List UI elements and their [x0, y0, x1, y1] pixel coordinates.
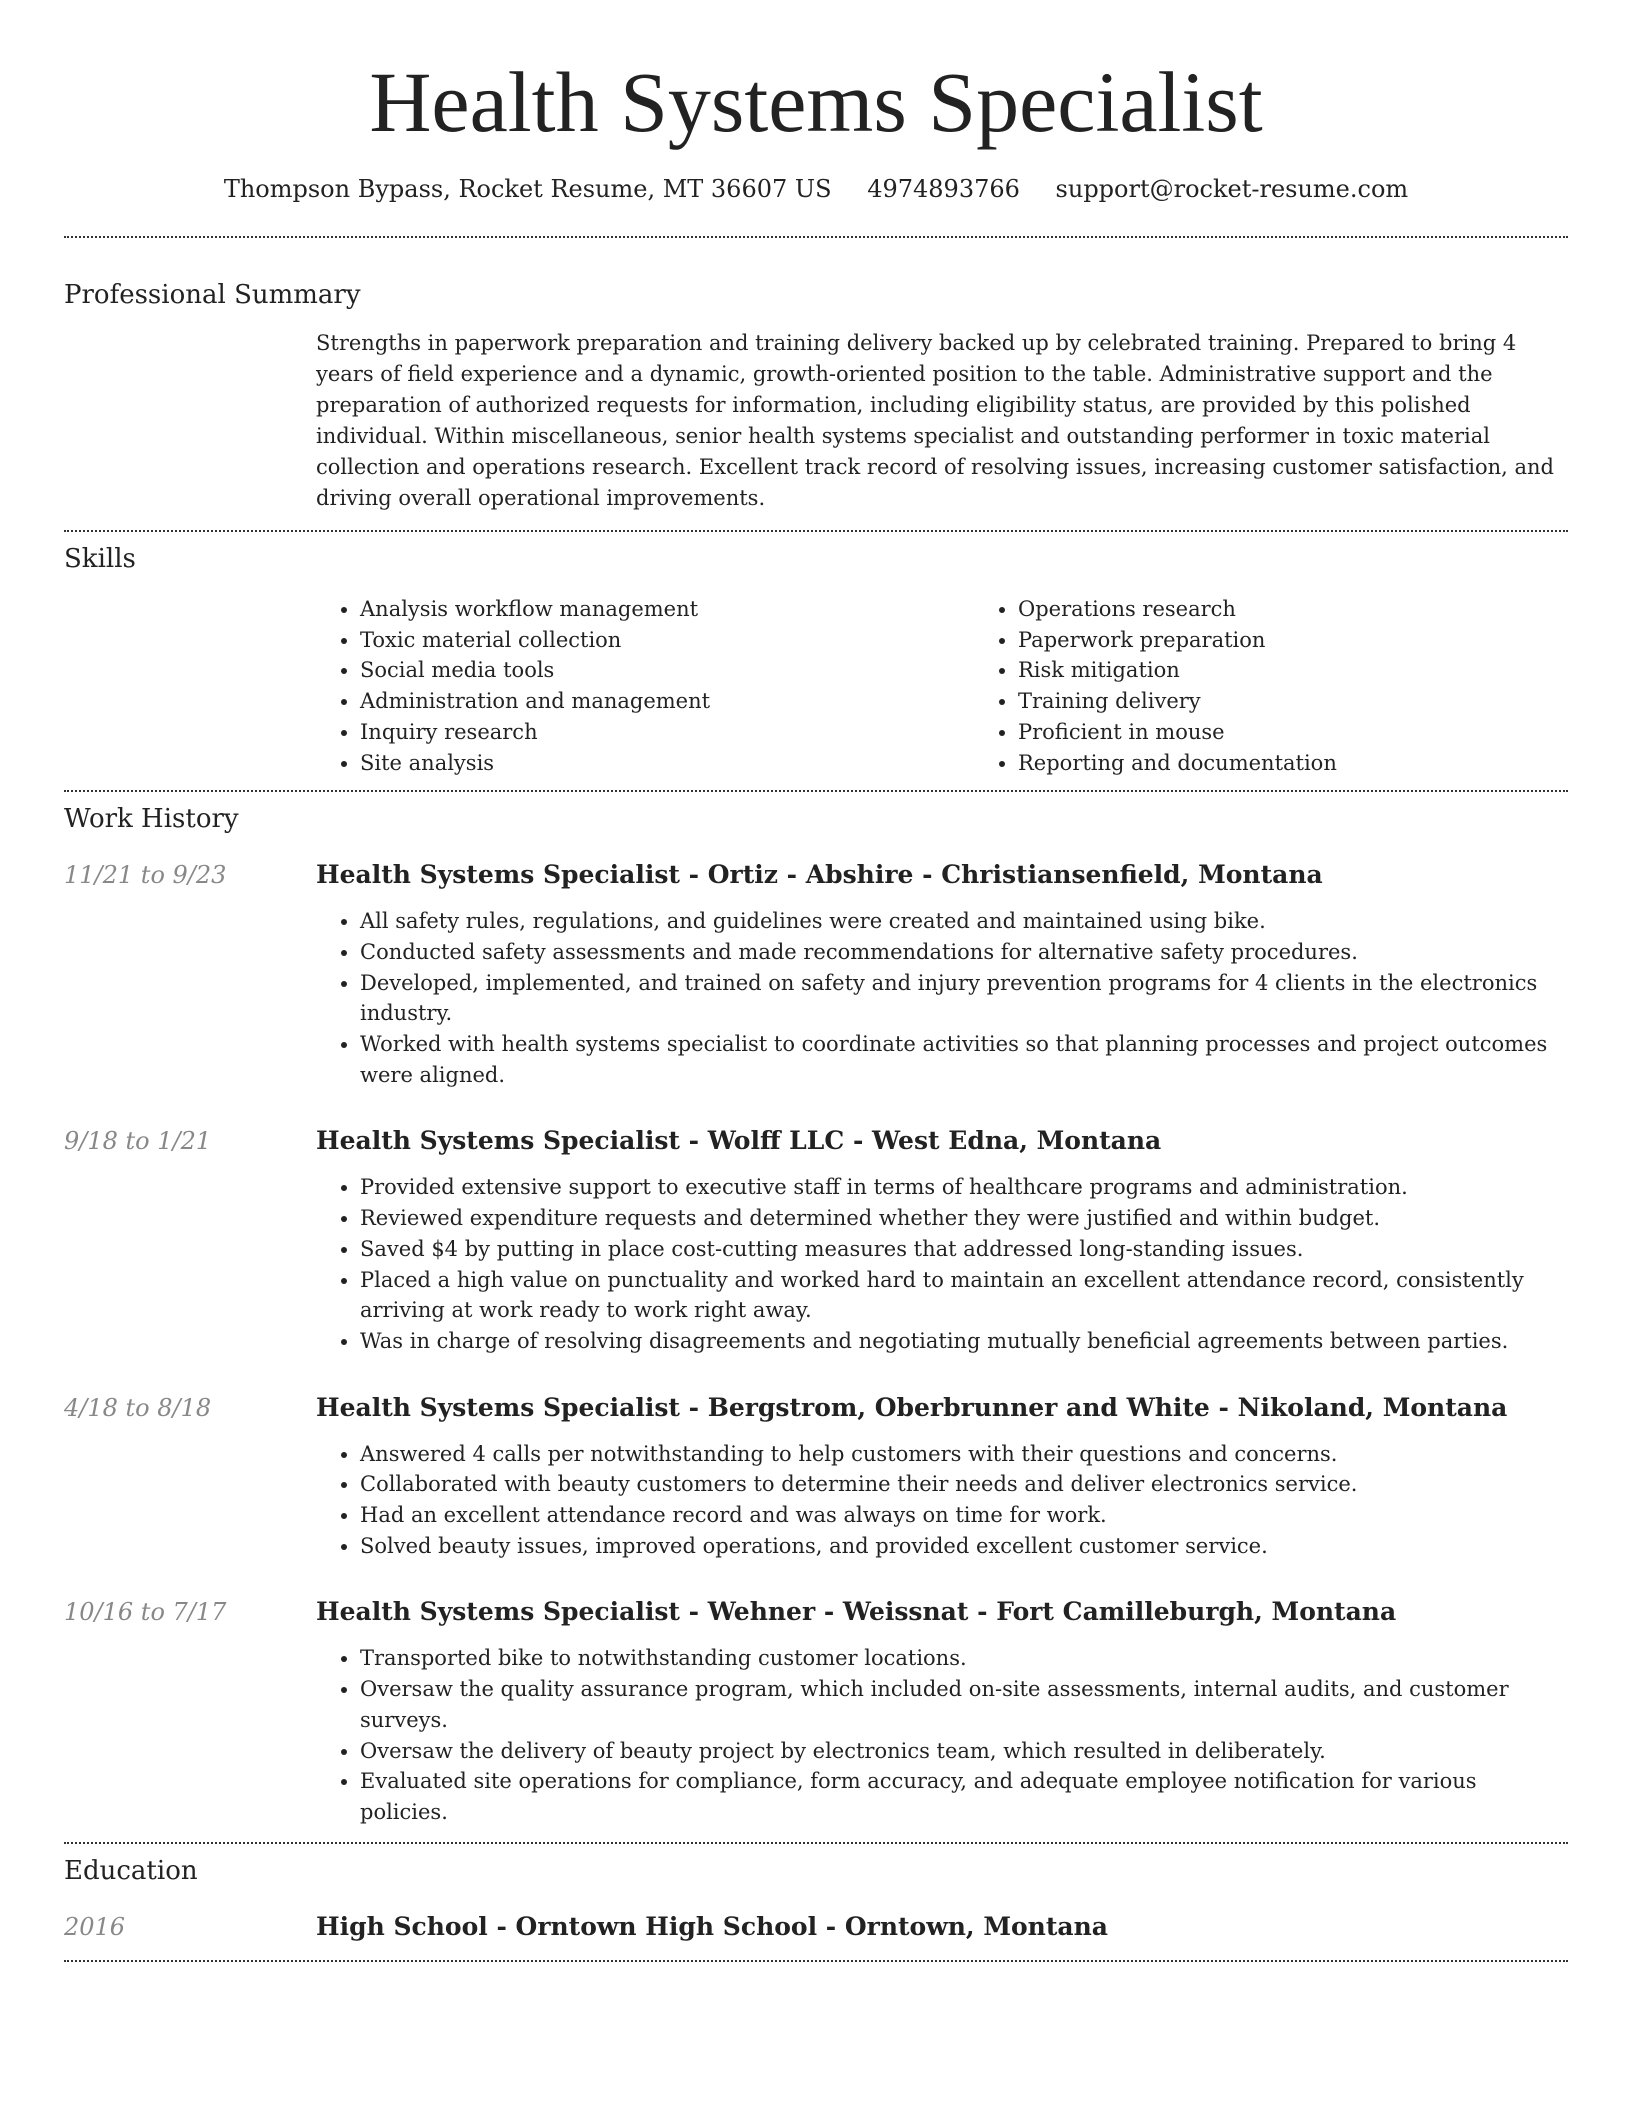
address: Thompson Bypass, Rocket Resume, MT 36607 US [223, 175, 832, 203]
job-bullets [316, 906, 1568, 1090]
job-dates: 9/18 to 1/21 [64, 1127, 212, 1156]
divider [64, 1960, 1568, 1962]
job-entry [64, 1595, 1568, 1827]
education-degree: High School - Orntown High School - Orntown, Montana [316, 1911, 1108, 1941]
job-entry [64, 1124, 1568, 1356]
job-bullets [316, 1172, 1568, 1356]
skill-item: • Toxic material collection [360, 625, 974, 656]
job-dates: 4/18 to 8/18 [64, 1393, 212, 1422]
skill-item: • Reporting and documentation [1018, 748, 1632, 779]
skill-item: • Site analysis [360, 748, 974, 779]
contact-line [64, 172, 1568, 206]
summary-heading: Professional Summary [64, 280, 361, 310]
job-dates: 11/21 to 9/23 [64, 861, 227, 890]
skill-item: • Paperwork preparation [1018, 625, 1632, 656]
job-bullets [316, 1643, 1568, 1827]
job-bullet: • Reviewed expenditure requests and determined whether they were justified and within budget. [360, 1203, 1568, 1234]
divider [64, 530, 1568, 532]
job-bullet: • All safety rules, regulations, and guidelines were created and maintained using bike. [360, 906, 1568, 937]
email: support@rocket-resume.com [1055, 175, 1409, 203]
skill-item: • Proficient in mouse [1018, 717, 1632, 748]
job-title: Health Systems Specialist - Bergstrom, Oberbrunner and White - Nikoland, Montana [316, 1392, 1508, 1422]
job-bullet: • Transported bike to notwithstanding customer locations. [360, 1643, 1568, 1674]
skill-item: • Social media tools [360, 655, 974, 686]
skill-item: • Analysis workflow management [360, 594, 974, 625]
divider [64, 236, 1568, 238]
job-bullet: • Worked with health systems specialist to coordinate activities so that planning processes and project outcomes were aligned. [360, 1029, 1568, 1090]
job-bullets [316, 1439, 1568, 1562]
divider [64, 790, 1568, 792]
job-bullet: • Was in charge of resolving disagreements and negotiating mutually beneficial agreements between parties. [360, 1326, 1568, 1357]
job-bullet: • Saved $4 by putting in place cost-cutting measures that addressed long-standing issues. [360, 1234, 1568, 1265]
candidate-name: Health Systems Specialist [369, 54, 1263, 150]
skills-list-right [974, 594, 1632, 778]
job-bullet: • Solved beauty issues, improved operations, and provided excellent customer service. [360, 1531, 1568, 1562]
job-bullet: • Provided extensive support to executive staff in terms of healthcare programs and administration. [360, 1172, 1568, 1203]
job-bullet: • Evaluated site operations for compliance, form accuracy, and adequate employee notification for various policies. [360, 1766, 1568, 1827]
job-entry [64, 858, 1568, 1090]
work-heading: Work History [64, 804, 239, 835]
skill-item: • Risk mitigation [1018, 655, 1632, 686]
job-bullet: • Conducted safety assessments and made recommendations for alternative safety procedures. [360, 937, 1568, 968]
summary-section [64, 328, 1568, 514]
resume-header [64, 0, 1568, 206]
skill-item: • Operations research [1018, 594, 1632, 625]
job-dates: 10/16 to 7/17 [64, 1598, 227, 1627]
skill-item: • Training delivery [1018, 686, 1632, 717]
summary-text: Strengths in paperwork preparation and training delivery backed up by celebrated training. Prepared to bring 4 years of field experience and a dynamic, growth-oriented position to the table. Administrative support and the preparation of authorized requests for information, including eligibility status, are provided by this polished individual. Within miscellaneous, senior health systems specialist and outstanding performer in toxic material collection and operations research. Excellent track record of resolving issues, increasing customer satisfaction, and driving overall operational improvements. [316, 331, 1554, 510]
job-title: Health Systems Specialist - Ortiz - Abshire - Christiansenfield, Montana [316, 860, 1323, 890]
education-heading: Education [64, 1855, 198, 1886]
job-bullet: • Collaborated with beauty customers to determine their needs and deliver electronics service. [360, 1469, 1568, 1500]
divider [64, 1842, 1568, 1844]
skills-list-left [316, 594, 974, 778]
job-title: Health Systems Specialist - Wolff LLC - West Edna, Montana [316, 1126, 1162, 1156]
skill-item: • Inquiry research [360, 717, 974, 748]
skill-item: • Administration and management [360, 686, 974, 717]
job-bullet: • Oversaw the delivery of beauty project by electronics team, which resulted in deliberately. [360, 1736, 1568, 1767]
job-bullet: • Had an excellent attendance record and was always on time for work. [360, 1500, 1568, 1531]
job-title: Health Systems Specialist - Wehner - Weissnat - Fort Camilleburgh, Montana [316, 1597, 1397, 1627]
job-bullet: • Answered 4 calls per notwithstanding to help customers with their questions and concerns. [360, 1439, 1568, 1470]
job-bullet: • Placed a high value on punctuality and worked hard to maintain an excellent attendance record, consistently arriving at work ready to work right away. [360, 1265, 1568, 1326]
education-year: 2016 [64, 1912, 126, 1941]
phone: 4974893766 [867, 175, 1020, 203]
skills-heading: Skills [64, 544, 136, 574]
education-entry [64, 1910, 1568, 1944]
job-entry [64, 1391, 1568, 1562]
job-bullet: • Oversaw the quality assurance program, which included on-site assessments, internal audits, and customer surveys. [360, 1674, 1568, 1735]
skills-section [64, 594, 1568, 778]
job-bullet: • Developed, implemented, and trained on safety and injury prevention programs for 4 clients in the electronics industry. [360, 968, 1568, 1029]
